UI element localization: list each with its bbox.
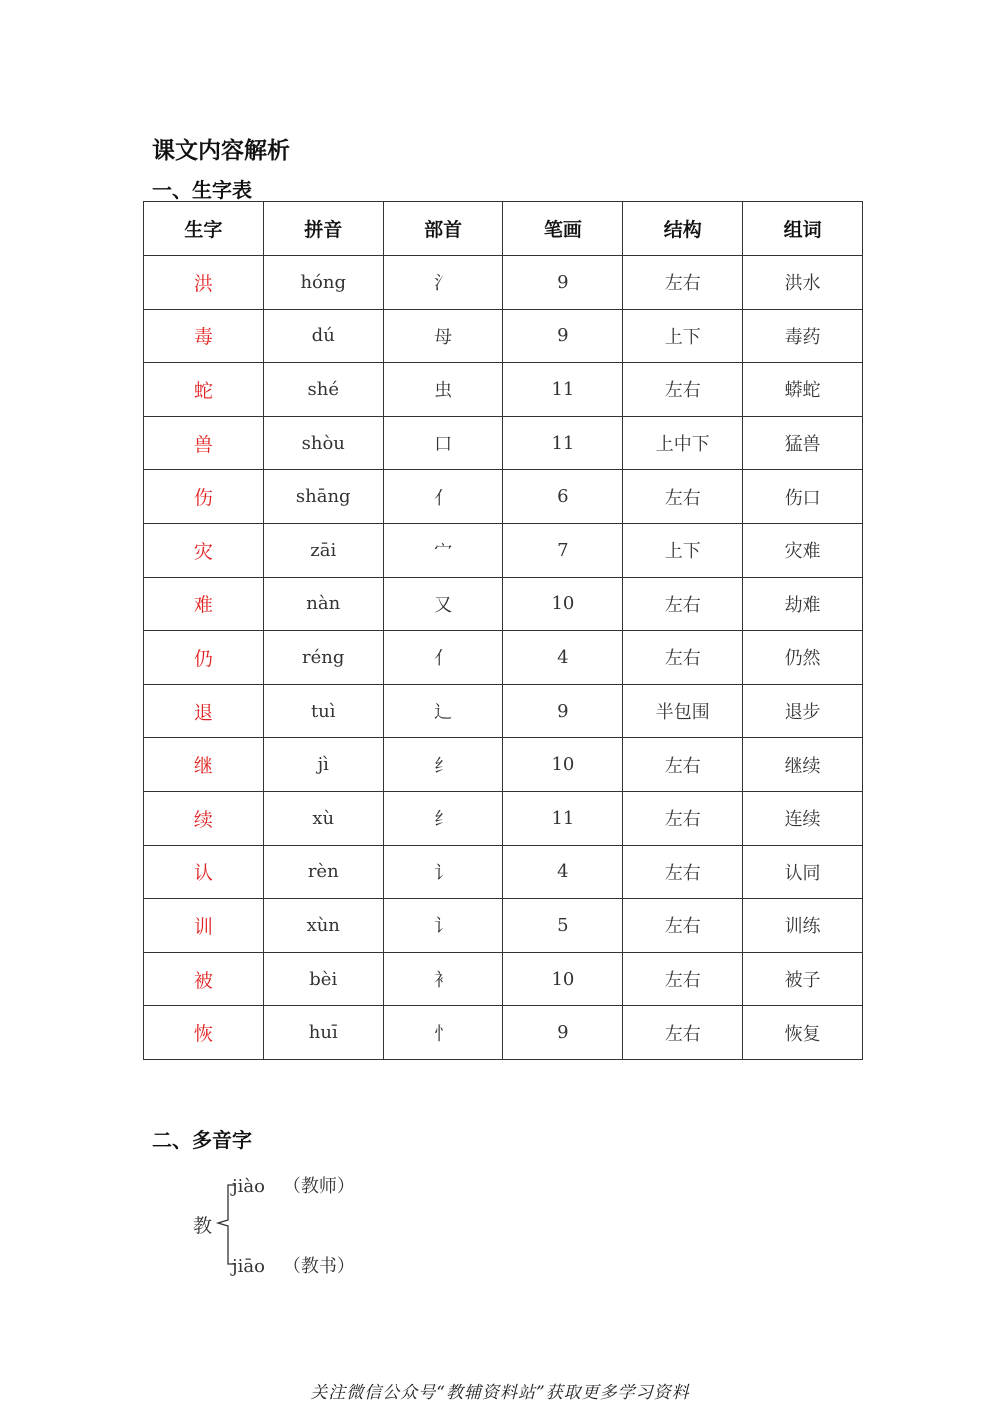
table-row bbox=[144, 523, 863, 577]
table-row bbox=[144, 899, 863, 953]
pinyin-cell: hóng bbox=[263, 256, 383, 310]
word-cell: 伤口 bbox=[743, 470, 863, 524]
footer-note: 关注微信公众号“教辅资料站”获取更多学习资料 bbox=[310, 1383, 690, 1403]
strokes-cell: 10 bbox=[503, 952, 623, 1006]
char-cell: 洪 bbox=[144, 256, 264, 310]
structure-cell: 半包围 bbox=[623, 684, 743, 738]
reading-row bbox=[232, 1172, 355, 1198]
structure-cell: 左右 bbox=[623, 470, 743, 524]
structure-cell: 左右 bbox=[623, 952, 743, 1006]
table-row bbox=[144, 952, 863, 1006]
column-header: 笔画 bbox=[503, 202, 623, 256]
structure-cell: 左右 bbox=[623, 631, 743, 685]
reading-word: （教师） bbox=[282, 1176, 355, 1197]
table-row bbox=[144, 470, 863, 524]
structure-cell: 上下 bbox=[623, 523, 743, 577]
pinyin-cell: xùn bbox=[263, 899, 383, 953]
word-cell: 猛兽 bbox=[743, 416, 863, 470]
strokes-cell: 11 bbox=[503, 416, 623, 470]
radical-cell: 讠 bbox=[383, 899, 503, 953]
pinyin-cell: rèn bbox=[263, 845, 383, 899]
character-table bbox=[143, 201, 863, 1060]
table-row bbox=[144, 684, 863, 738]
page-title: 课文内容解析 bbox=[152, 138, 290, 164]
structure-cell: 左右 bbox=[623, 791, 743, 845]
table-row bbox=[144, 256, 863, 310]
structure-cell: 左右 bbox=[623, 738, 743, 792]
strokes-cell: 11 bbox=[503, 791, 623, 845]
word-cell: 劫难 bbox=[743, 577, 863, 631]
strokes-cell: 9 bbox=[503, 309, 623, 363]
char-cell: 蛇 bbox=[144, 363, 264, 417]
reading-word: （教书） bbox=[282, 1256, 355, 1277]
word-cell: 被子 bbox=[743, 952, 863, 1006]
reading-pinyin: jiào bbox=[232, 1176, 265, 1197]
radical-cell: 衤 bbox=[383, 952, 503, 1006]
pinyin-cell: jì bbox=[263, 738, 383, 792]
section-heading-polyphone: 二、多音字 bbox=[152, 1128, 252, 1152]
radical-cell: 纟 bbox=[383, 791, 503, 845]
word-cell: 蟒蛇 bbox=[743, 363, 863, 417]
column-header: 生字 bbox=[144, 202, 264, 256]
structure-cell: 左右 bbox=[623, 256, 743, 310]
structure-cell: 左右 bbox=[623, 845, 743, 899]
pinyin-cell: nàn bbox=[263, 577, 383, 631]
table-row bbox=[144, 1006, 863, 1060]
table-row bbox=[144, 577, 863, 631]
strokes-cell: 6 bbox=[503, 470, 623, 524]
strokes-cell: 9 bbox=[503, 256, 623, 310]
radical-cell: 纟 bbox=[383, 738, 503, 792]
word-cell: 恢复 bbox=[743, 1006, 863, 1060]
radical-cell: 虫 bbox=[383, 363, 503, 417]
pinyin-cell: shé bbox=[263, 363, 383, 417]
strokes-cell: 9 bbox=[503, 684, 623, 738]
table-row bbox=[144, 845, 863, 899]
pinyin-cell: shòu bbox=[263, 416, 383, 470]
strokes-cell: 7 bbox=[503, 523, 623, 577]
word-cell: 洪水 bbox=[743, 256, 863, 310]
radical-cell: 亻 bbox=[383, 631, 503, 685]
char-cell: 难 bbox=[144, 577, 264, 631]
radical-cell: 又 bbox=[383, 577, 503, 631]
char-cell: 继 bbox=[144, 738, 264, 792]
radical-cell: 辶 bbox=[383, 684, 503, 738]
pinyin-cell: bèi bbox=[263, 952, 383, 1006]
word-cell: 退步 bbox=[743, 684, 863, 738]
pinyin-cell: huī bbox=[263, 1006, 383, 1060]
strokes-cell: 9 bbox=[503, 1006, 623, 1060]
radical-cell: 讠 bbox=[383, 845, 503, 899]
radical-cell: 忄 bbox=[383, 1006, 503, 1060]
strokes-cell: 4 bbox=[503, 631, 623, 685]
word-cell: 连续 bbox=[743, 791, 863, 845]
char-cell: 灾 bbox=[144, 523, 264, 577]
char-cell: 认 bbox=[144, 845, 264, 899]
char-cell: 训 bbox=[144, 899, 264, 953]
radical-cell: 氵 bbox=[383, 256, 503, 310]
structure-cell: 上下 bbox=[623, 309, 743, 363]
pinyin-cell: xù bbox=[263, 791, 383, 845]
word-cell: 仍然 bbox=[743, 631, 863, 685]
column-header: 部首 bbox=[383, 202, 503, 256]
column-header: 结构 bbox=[623, 202, 743, 256]
structure-cell: 上中下 bbox=[623, 416, 743, 470]
radical-cell: 口 bbox=[383, 416, 503, 470]
pinyin-cell: tuì bbox=[263, 684, 383, 738]
structure-cell: 左右 bbox=[623, 577, 743, 631]
word-cell: 毒药 bbox=[743, 309, 863, 363]
section-heading-char-table: 一、生字表 bbox=[152, 178, 252, 202]
reading-pinyin: jiāo bbox=[232, 1256, 265, 1277]
column-header: 拼音 bbox=[263, 202, 383, 256]
char-cell: 恢 bbox=[144, 1006, 264, 1060]
char-cell: 伤 bbox=[144, 470, 264, 524]
structure-cell: 左右 bbox=[623, 1006, 743, 1060]
word-cell: 继续 bbox=[743, 738, 863, 792]
word-cell: 认同 bbox=[743, 845, 863, 899]
char-cell: 退 bbox=[144, 684, 264, 738]
strokes-cell: 4 bbox=[503, 845, 623, 899]
char-cell: 毒 bbox=[144, 309, 264, 363]
pinyin-cell: zāi bbox=[263, 523, 383, 577]
radical-cell: 母 bbox=[383, 309, 503, 363]
table-row bbox=[144, 738, 863, 792]
char-cell: 仍 bbox=[144, 631, 264, 685]
table-row bbox=[144, 363, 863, 417]
word-cell: 训练 bbox=[743, 899, 863, 953]
char-cell: 兽 bbox=[144, 416, 264, 470]
strokes-cell: 10 bbox=[503, 738, 623, 792]
char-cell: 续 bbox=[144, 791, 264, 845]
table-header-row bbox=[144, 202, 863, 256]
polyphone-diagram bbox=[190, 1168, 450, 1278]
column-header: 组词 bbox=[743, 202, 863, 256]
strokes-cell: 11 bbox=[503, 363, 623, 417]
word-cell: 灾难 bbox=[743, 523, 863, 577]
pinyin-cell: réng bbox=[263, 631, 383, 685]
structure-cell: 左右 bbox=[623, 363, 743, 417]
table-row bbox=[144, 416, 863, 470]
table-row bbox=[144, 631, 863, 685]
radical-cell: 宀 bbox=[383, 523, 503, 577]
pinyin-cell: dú bbox=[263, 309, 383, 363]
char-cell: 被 bbox=[144, 952, 264, 1006]
radical-cell: 亻 bbox=[383, 470, 503, 524]
strokes-cell: 5 bbox=[503, 899, 623, 953]
polyphone-char: 教 bbox=[193, 1215, 213, 1237]
table-row bbox=[144, 309, 863, 363]
reading-row bbox=[232, 1252, 355, 1278]
pinyin-cell: shāng bbox=[263, 470, 383, 524]
structure-cell: 左右 bbox=[623, 899, 743, 953]
strokes-cell: 10 bbox=[503, 577, 623, 631]
table-row bbox=[144, 791, 863, 845]
